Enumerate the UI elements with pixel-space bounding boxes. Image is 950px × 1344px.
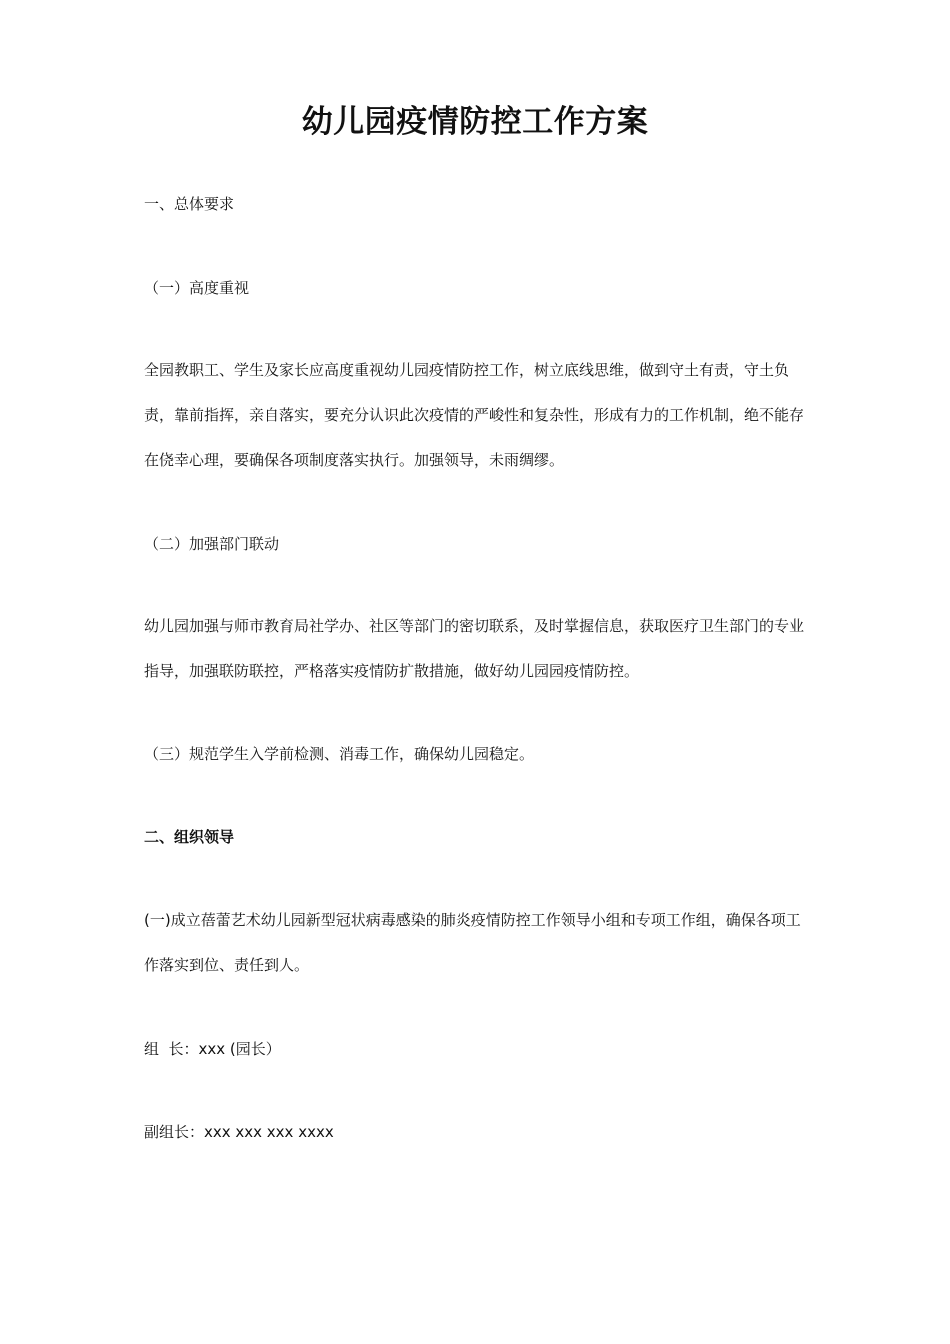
document-title: 幼儿园疫情防控工作方案 bbox=[301, 104, 649, 140]
paragraph-high-priority: 全园教职工、学生及家长应高度重视幼儿园疫情防控工作，树立底线思维，做到守土有责，守土负责，靠前指挥，亲自落实，要充分认识此次疫情的严峻性和复杂性，形成有力的工作机制，绝不能存在侥幸心理，要确保各项制度落实执行。加强领导，未雨绸缪。 bbox=[144, 361, 805, 469]
subheading-standardize-checks: （三）规范学生入学前检测、消毒工作，确保幼儿园稳定。 bbox=[144, 745, 535, 763]
subheading-department-linkage: （二）加强部门联动 bbox=[144, 535, 280, 553]
paragraph-department-linkage: 幼儿园加强与师市教育局社学办、社区等部门的密切联系，及时掌握信息，获取医疗卫生部门的专业指导，加强联防联控，严格落实疫情防扩散措施，做好幼儿园园疫情防控。 bbox=[144, 617, 805, 680]
deputy-leader-line: 副组长：xxx xxx xxx xxxx bbox=[144, 1123, 334, 1141]
team-leader-line: 组 长：xxx (园长） bbox=[144, 1040, 281, 1058]
paragraph-organization: (一)成立蓓蕾艺术幼儿园新型冠状病毒感染的肺炎疫情防控工作领导小组和专项工作组，确保各项工作落实到位、责任到人。 bbox=[144, 911, 801, 974]
section-heading-general-requirements: 一、总体要求 bbox=[144, 195, 235, 213]
subheading-high-priority: （一）高度重视 bbox=[144, 279, 250, 297]
section-heading-organization: 二、组织领导 bbox=[144, 828, 235, 846]
